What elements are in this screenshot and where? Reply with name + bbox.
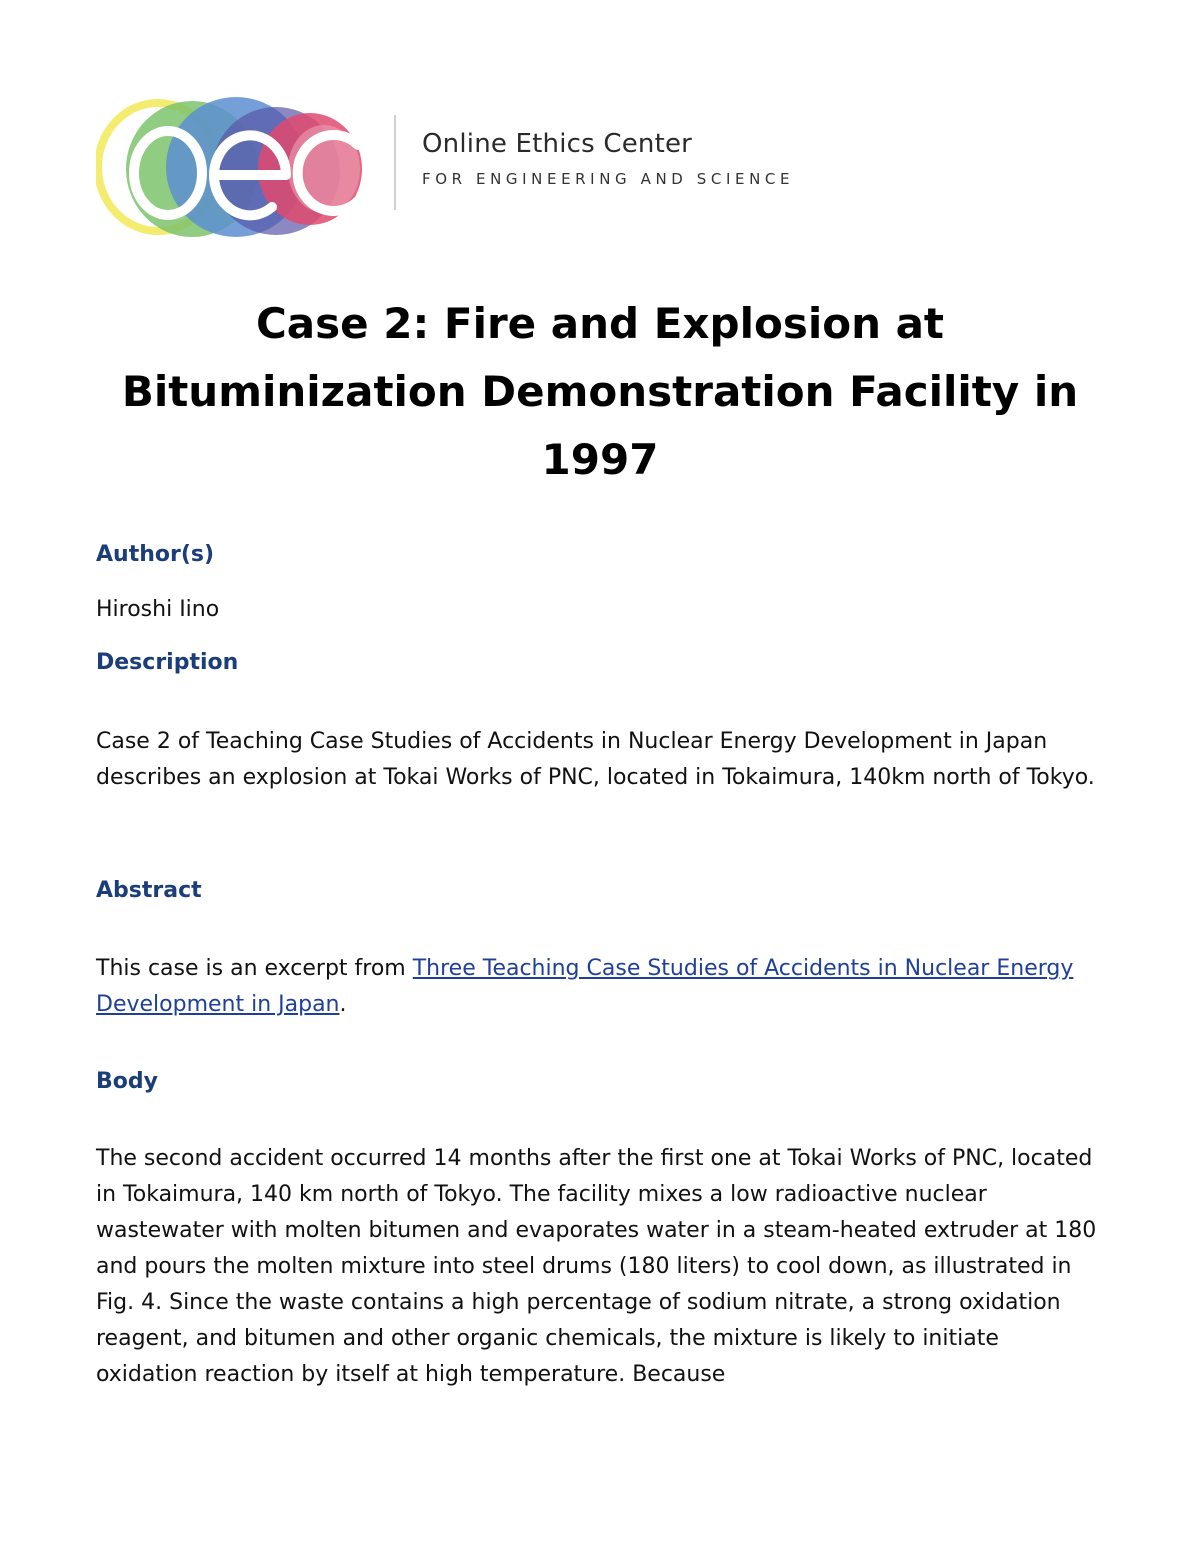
- abstract-source-link[interactable]: Three Teaching Case Studies of Accidents in Nuclear Energy Development in Japan: [96, 956, 1074, 1017]
- page-title: Case 2: Fire and Explosion at Bituminization Demonstration Facility in 1997: [121, 299, 1079, 484]
- author-name: Hiroshi Iino: [96, 597, 220, 622]
- abstract-text-after: .: [339, 992, 347, 1017]
- logo-divider: [394, 115, 396, 210]
- body-text: The second accident occurred 14 months after the first one at Tokai Works of PNC, located in Tokaimura, 140 km north of Tokyo. The facility mixes a low radioactive nuclear wastewater with molten bitumen and evaporates water in a steam-heated extruder at 180 and pours the molten mixture into steel drums (180 liters) to cool down, as illustrated in Fig. 4. Since the waste contains a high percentage of sodium nitrate, a strong oxidation reagent, and bitumen and other organic chemicals, the mixture is likely to initiate oxidation reaction by itself at high temperature. Because: [96, 1146, 1097, 1387]
- description-text: Case 2 of Teaching Case Studies of Accidents in Nuclear Energy Development in Japan describes an explosion at Tokai Works of PNC, located in Tokaimura, 140km north of Tokyo.: [96, 729, 1095, 790]
- abstract-heading: Abstract: [96, 878, 202, 903]
- site-header: [96, 95, 816, 245]
- authors-heading: Author(s): [96, 542, 215, 567]
- logo-site-name[interactable]: Online Ethics Center: [422, 129, 693, 159]
- oec-logo-icon: [96, 95, 368, 243]
- logo-tagline: FOR ENGINEERING AND SCIENCE: [422, 170, 795, 188]
- description-heading: Description: [96, 650, 239, 675]
- body-heading: Body: [96, 1069, 158, 1094]
- abstract-text-before: This case is an excerpt from: [96, 956, 413, 981]
- abstract-text: [96, 951, 1106, 1023]
